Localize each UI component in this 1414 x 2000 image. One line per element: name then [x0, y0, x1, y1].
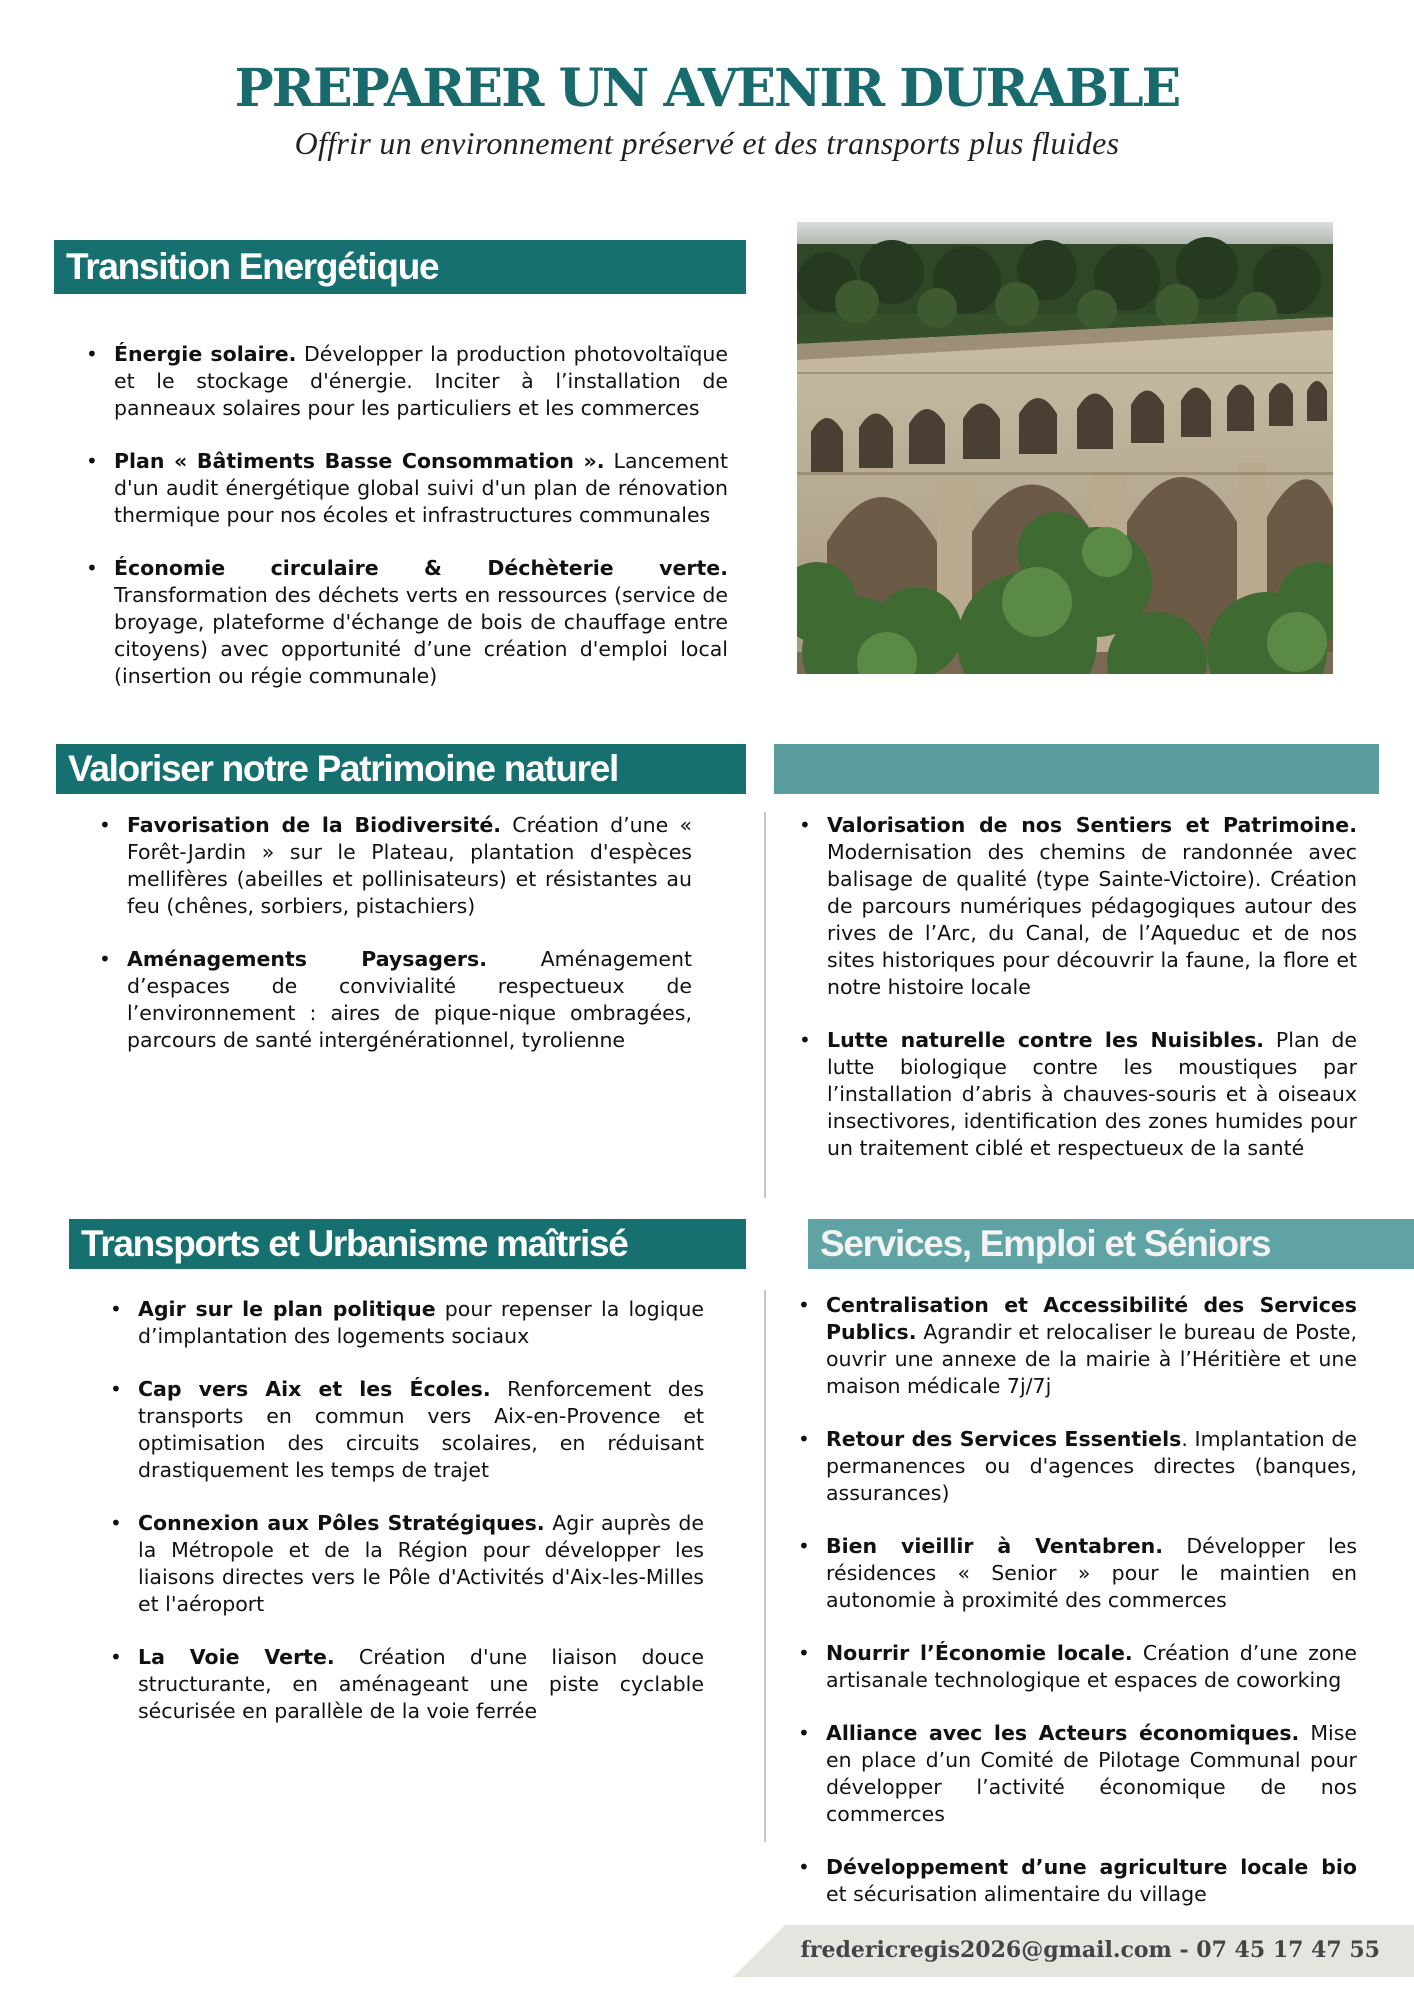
item-text: Création d’une zone artisanale technologique et espaces de coworking	[826, 1641, 1357, 1692]
item-title: Favorisation de la Biodiversité.	[127, 813, 502, 837]
list-item	[796, 1426, 1357, 1507]
item-text: pour repenser la logique d’implantation des logements sociaux	[138, 1297, 705, 1348]
patrimoine-left-list	[97, 812, 692, 1080]
list-item	[97, 946, 692, 1054]
item-text: Développer les résidences « Senior » pour le maintien en autonomie à proximité des commerces	[826, 1534, 1357, 1612]
list-item	[797, 1027, 1357, 1162]
item-text: Mise en place d’un Comité de Pilotage Communal pour développer l’activité économique de nos commerces	[826, 1721, 1357, 1826]
list-item	[796, 1292, 1357, 1400]
item-text: Agrandir et relocaliser le bureau de Poste, ouvrir une annexe de la mairie à l’Héritière et une maison médicale 7j/7j	[826, 1320, 1357, 1398]
item-title: Plan « Bâtiments Basse Consommation ».	[114, 449, 605, 473]
list-item	[796, 1854, 1357, 1908]
item-title: Centralisation et Accessibilité des Services Publics.	[826, 1293, 1357, 1344]
section-heading-patrimoine: Valoriser notre Patrimoine naturel	[56, 744, 746, 794]
list-item	[797, 812, 1357, 1001]
section-heading-bar	[774, 744, 1379, 794]
services-list	[796, 1292, 1357, 1934]
contact-info[interactable]: fredericregis2026@gmail.com - 07 45 17 47 55	[800, 1937, 1380, 1963]
item-text: Modernisation des chemins de randonnée avec balisage de qualité (type Sainte-Victoire). Création de parcours numériques pédagogiques autour des rives de l’Arc, du Canal, de l’Aqueduc et de nos sites historiques pour découvrir la faune, la flore et notre histoire locale	[827, 840, 1357, 999]
column-divider	[764, 812, 766, 1198]
page-title: PREPARER UN AVENIR DURABLE	[234, 58, 1180, 119]
item-title: Développement d’une agriculture locale bio	[826, 1855, 1357, 1879]
item-title: Agir sur le plan politique	[138, 1297, 436, 1321]
list-item	[108, 1510, 704, 1618]
item-text: Plan de lutte biologique contre les moustiques par l’installation d’abris à chauves-souris et à oiseaux insectivores, identification des zones humides pour un traitement ciblé et respectueux de la santé	[827, 1028, 1357, 1160]
item-text: Lancement d'un audit énergétique global suivi d'un plan de rénovation thermique pour nos écoles et infrastructures communales	[114, 449, 728, 527]
item-title: Bien vieillir à Ventabren.	[826, 1534, 1164, 1558]
patrimoine-right-list	[797, 812, 1357, 1188]
item-text: Transformation des déchets verts en ressources (service de broyage, plateforme d'échange de bois de chauffage entre citoyens) avec opportunité d’une création d'emploi local (insertion ou régie communale)	[114, 583, 728, 688]
item-title: Économie circulaire & Déchèterie verte.	[114, 556, 728, 580]
item-text: et sécurisation alimentaire du village	[826, 1882, 1207, 1906]
list-item	[84, 448, 728, 529]
item-text: Agir auprès de la Métropole et de la Région pour développer les liaisons directes vers le Pôle d'Activités d'Aix-les-Milles et l'aéroport	[138, 1511, 704, 1616]
item-text: Création d’une « Forêt-Jardin » sur le Plateau, plantation d'espèces mellifères (abeilles et pollinisateurs) et résistantes au feu (chênes, sorbiers, pistachiers)	[127, 813, 692, 918]
item-text: . Implantation de permanences ou d'agences directes (banques, assurances)	[826, 1427, 1357, 1505]
item-title: Retour des Services Essentiels	[826, 1427, 1182, 1451]
list-item	[108, 1296, 704, 1350]
item-title: La Voie Verte.	[138, 1645, 335, 1669]
section-heading-transports: Transports et Urbanisme maîtrisé	[69, 1219, 746, 1269]
item-title: Connexion aux Pôles Stratégiques.	[138, 1511, 545, 1535]
aqueduct-photo	[797, 222, 1333, 674]
contact-footer	[733, 1925, 1414, 1977]
page-subtitle: Offrir un environnement préservé et des transports plus fluides	[294, 125, 1120, 161]
list-item	[796, 1533, 1357, 1614]
list-item	[796, 1720, 1357, 1828]
item-title: Énergie solaire.	[114, 342, 297, 366]
list-item	[97, 812, 692, 920]
item-title: Aménagements Paysagers.	[127, 947, 487, 971]
item-title: Nourrir l’Économie locale.	[826, 1641, 1133, 1665]
item-title: Alliance avec les Acteurs économiques.	[826, 1721, 1300, 1745]
transports-list	[108, 1296, 704, 1751]
item-text: Renforcement des transports en commun vers Aix-en-Provence et optimisation des circuits scolaires, en réduisant drastiquement les temps de trajet	[138, 1377, 704, 1482]
item-title: Lutte naturelle contre les Nuisibles.	[827, 1028, 1265, 1052]
item-title: Cap vers Aix et les Écoles.	[138, 1377, 491, 1401]
item-title: Valorisation de nos Sentiers et Patrimoine.	[827, 813, 1357, 837]
column-divider	[764, 1290, 766, 1842]
list-item	[796, 1640, 1357, 1694]
item-text: Aménagement d’espaces de convivialité respectueux de l’environnement : aires de pique-nique ombragées, parcours de santé intergénérationnel, tyrolienne	[127, 947, 692, 1052]
section-heading-services: Services, Emploi et Séniors	[808, 1219, 1414, 1269]
list-item	[108, 1644, 704, 1725]
list-item	[84, 341, 728, 422]
list-item	[84, 555, 728, 690]
section-heading-transition: Transition Energétique	[54, 240, 746, 294]
list-item	[108, 1376, 704, 1484]
item-text: Création d'une liaison douce structurante, en aménageant une piste cyclable sécurisée en parallèle de la voie ferrée	[138, 1645, 704, 1723]
item-text: Développer la production photovoltaïque et le stockage d'énergie. Inciter à l’installation de panneaux solaires pour les particuliers et les commerces	[114, 342, 729, 420]
transition-list	[84, 341, 728, 716]
